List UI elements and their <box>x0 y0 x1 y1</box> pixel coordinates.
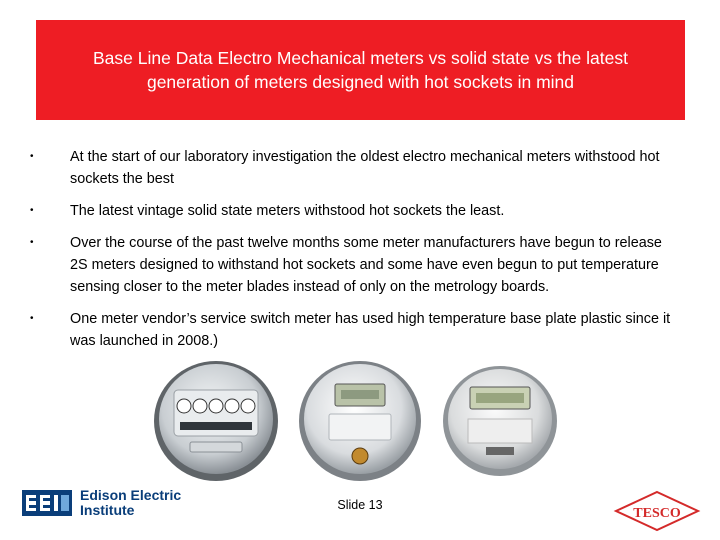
eei-logo <box>22 487 202 519</box>
bullet-symbol: • <box>30 313 34 324</box>
eei-mark-icon <box>22 490 72 516</box>
bullet-item <box>30 308 690 352</box>
tesco-logo <box>612 490 702 532</box>
bullet-text: One meter vendor’s service switch meter has used high temperature base plate plastic since it was launched in 2008.) <box>70 311 671 349</box>
meter-photos <box>150 358 710 483</box>
bullet-text: The latest vintage solid state meters withstood hot sockets the least. <box>70 203 505 219</box>
bullet-list <box>30 146 690 362</box>
bullet-item <box>30 232 690 298</box>
bullet-item <box>30 200 690 222</box>
eei-wordmark <box>80 488 181 518</box>
bullet-symbol: • <box>30 205 34 216</box>
slide-title: Base Line Data Electro Mechanical meters vs solid state vs the latest generation of meters designed with hot sockets in mind <box>93 48 628 92</box>
hot-socket-meter-photo <box>440 363 560 478</box>
electromechanical-meter-photo <box>150 358 282 483</box>
bullet-text: At the start of our laboratory investigation the oldest electro mechanical meters withstood hot sockets the best <box>70 149 660 187</box>
bullet-symbol: • <box>30 237 34 248</box>
tesco-logo-text: TESCO <box>633 506 681 521</box>
bullet-symbol: • <box>30 151 34 162</box>
title-bar <box>36 20 685 120</box>
eei-line2: Institute <box>80 502 135 518</box>
solid-state-meter-photo <box>295 358 425 483</box>
eei-line1: Edison Electric <box>80 487 182 503</box>
bullet-text: Over the course of the past twelve months some meter manufacturers have begun to release 2S meters designed to withstand hot sockets and some have even begun to put temperature sensing closer to the meter blades instead of only on the metrology boards. <box>70 235 662 295</box>
slide-number: Slide 13 <box>337 498 383 512</box>
bullet-item <box>30 146 690 190</box>
